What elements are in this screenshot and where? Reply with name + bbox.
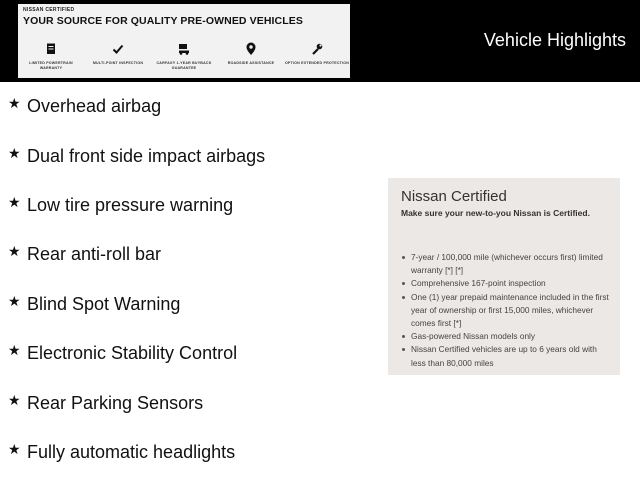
benefit-inspection: [85, 42, 151, 66]
checkmark-icon: [111, 42, 125, 56]
benefit-label: ROADSIDE ASSISTANCE: [227, 61, 275, 65]
location-pin-icon: [244, 42, 258, 56]
document-icon: [44, 42, 58, 56]
feature-label: Low tire pressure warning: [27, 195, 234, 215]
star-icon: ★: [8, 441, 21, 457]
card-benefit-list: [401, 251, 613, 370]
feature-label: Electronic Stability Control: [27, 343, 238, 363]
feature-label: Rear anti-roll bar: [27, 244, 162, 264]
feature-label: Overhead airbag: [27, 96, 162, 116]
feature-label: Rear Parking Sensors: [27, 393, 204, 413]
banner-title: YOUR SOURCE FOR QUALITY PRE-OWNED VEHICLES: [23, 15, 303, 27]
certified-banner[interactable]: [18, 4, 350, 78]
banner-eyebrow: NISSAN CERTIFIED: [23, 7, 75, 13]
star-icon: ★: [8, 342, 21, 358]
wrench-icon: [310, 42, 324, 56]
benefit-label: OPTION EXTENDED PROTECTION: [284, 61, 350, 65]
header-bar: [0, 0, 640, 82]
list-item: 7-year / 100,000 mile (whichever occurs first) limited warranty [*] [*]: [401, 251, 613, 277]
list-item: Nissan Certified vehicles are up to 6 years old with less than 80,000 miles: [401, 343, 613, 369]
feature-label: Fully automatic headlights: [27, 442, 236, 462]
star-icon: ★: [8, 243, 21, 259]
benefit-label: LIMITED POWERTRAIN WARRANTY: [29, 61, 73, 70]
car-report-icon: [177, 42, 191, 56]
list-item: Gas-powered Nissan models only: [401, 330, 613, 343]
list-item: Comprehensive 167-point inspection: [401, 277, 613, 290]
card-subtitle: Make sure your new-to-you Nissan is Certified.: [401, 208, 590, 218]
benefit-roadside: [218, 42, 284, 66]
list-item: One (1) year prepaid maintenance included in the first year of ownership or first 15,000 miles, whichever comes first [*]: [401, 291, 613, 331]
feature-label: Dual front side impact airbags: [27, 146, 266, 166]
benefit-carfax: [151, 42, 217, 71]
page-title: Vehicle Highlights: [483, 30, 626, 50]
star-icon: ★: [8, 194, 21, 210]
star-icon: ★: [8, 293, 21, 309]
benefit-warranty: [18, 42, 84, 71]
feature-label: Blind Spot Warning: [27, 294, 181, 314]
card-title: Nissan Certified: [401, 188, 507, 205]
benefit-row: [18, 42, 350, 78]
star-icon: ★: [8, 392, 21, 408]
star-icon: ★: [8, 95, 21, 111]
benefit-label: CARFAX® 1-YEAR BUYBACK GUARANTEE: [156, 61, 212, 70]
star-icon: ★: [8, 145, 21, 161]
nissan-certified-card[interactable]: [388, 178, 620, 375]
benefit-label: MULTI-POINT INSPECTION: [92, 61, 144, 65]
benefit-protection: [284, 42, 350, 66]
